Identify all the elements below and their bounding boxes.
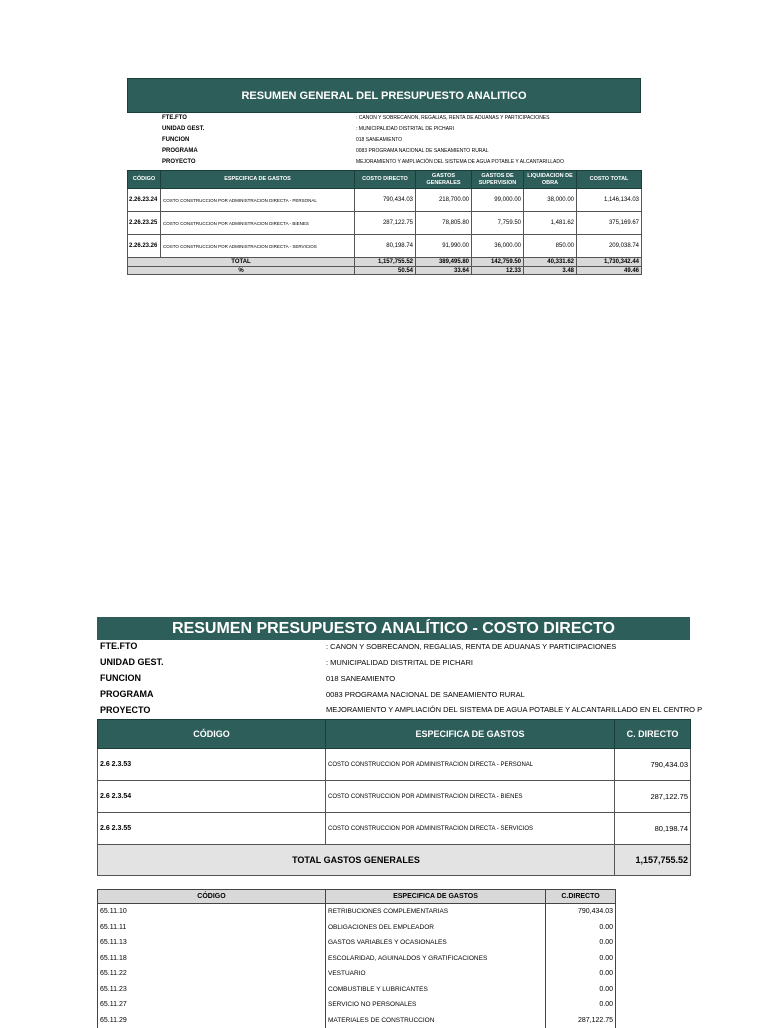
cell-especifica: ESCOLARIDAD, AGUINALDOS Y GRATIFICACIONES	[326, 951, 546, 967]
meta-label-fte: FTE.FTO	[162, 115, 187, 121]
cell-costo-directo: 790,434.03	[355, 189, 416, 212]
meta-value-unidad: : MUNICIPALIDAD DISTRITAL DE PICHARI	[356, 126, 454, 132]
cell-c-directo: 0.00	[546, 997, 616, 1013]
table-header-row	[128, 171, 642, 189]
table-row	[98, 997, 616, 1013]
meta-value-unidad: : MUNICIPALIDAD DISTRITAL DE PICHARI	[326, 658, 473, 667]
percent-gastos-supervision: 12.33	[472, 267, 524, 275]
cell-c-directo: 0.00	[546, 951, 616, 967]
cell-especifica: OBLIGACIONES DEL EMPLEADOR	[326, 920, 546, 936]
meta-value-programa: 0083 PROGRAMA NACIONAL DE SANEAMIENTO RURAL	[326, 690, 525, 699]
cell-codigo: 2.6 2.3.55	[98, 813, 326, 845]
table-header-row	[98, 720, 691, 749]
cell-codigo: 2.6 2.3.53	[98, 749, 326, 781]
header-liquidacion: LIQUIDACION DE OBRA	[524, 171, 577, 189]
header-gastos-generales: GASTOS GENERALES	[416, 171, 472, 189]
table-row	[98, 781, 691, 813]
detail-table	[97, 889, 616, 1028]
meta-value-fte: : CANON Y SOBRECANON, REGALIAS, RENTA DE ADUANAS Y PARTICIPACIONES	[326, 642, 616, 651]
total-row	[98, 845, 691, 876]
cell-codigo: 65.11.27	[98, 997, 326, 1013]
cell-especifica: COSTO CONSTRUCCION POR ADMINISTRACION DIRECTA - PERSONAL	[161, 189, 355, 212]
meta-value-fte: : CANON Y SOBRECANON, REGALIAS, RENTA DE ADUANAS Y PARTICIPACIONES	[356, 115, 549, 121]
cell-especifica: COSTO CONSTRUCCION POR ADMINISTRACION DIRECTA - SERVICIOS	[161, 235, 355, 258]
total-costo-directo: 1,157,755.52	[355, 258, 416, 267]
header-especifica: ESPECIFICA DE GASTOS	[326, 890, 546, 904]
meta-label-proyecto: PROYECTO	[100, 705, 150, 715]
header-codigo: CÓDIGO	[128, 171, 161, 189]
total-gastos-generales: 389,495.80	[416, 258, 472, 267]
meta-label-proyecto: PROYECTO	[162, 159, 196, 165]
cell-c-directo: 0.00	[546, 920, 616, 936]
cell-especifica: COMBUSTIBLE Y LUBRICANTES	[326, 982, 546, 998]
cell-especifica: COSTO CONSTRUCCION POR ADMINISTRACION DIRECTA - BIENES	[326, 781, 615, 813]
cell-gastos-supervision: 99,000.00	[472, 189, 524, 212]
table-row	[98, 920, 616, 936]
total-value: 1,157,755.52	[615, 845, 691, 876]
table-row	[98, 951, 616, 967]
cell-codigo: 2.6 2.3.54	[98, 781, 326, 813]
cell-codigo: 65.11.23	[98, 982, 326, 998]
cell-costo-total: 209,038.74	[577, 235, 642, 258]
total-label: TOTAL	[128, 258, 355, 267]
cell-codigo: 65.11.11	[98, 920, 326, 936]
table-row	[98, 1013, 616, 1028]
cell-c-directo: 790,434.03	[546, 904, 616, 920]
table-row	[98, 904, 616, 920]
header-codigo: CÓDIGO	[98, 890, 326, 904]
cell-c-directo: 80,198.74	[615, 813, 691, 845]
percent-label: %	[128, 267, 355, 275]
cell-c-directo: 287,122.75	[615, 781, 691, 813]
cell-especifica: GASTOS VARIABLES Y OCASIONALES	[326, 935, 546, 951]
total-row	[128, 258, 642, 267]
cell-costo-total: 1,146,134.03	[577, 189, 642, 212]
cell-c-directo: 0.00	[546, 982, 616, 998]
percent-costo-total: 49.46	[577, 267, 642, 275]
header-c-directo: C.DIRECTO	[546, 890, 616, 904]
meta-value-programa: 0083 PROGRAMA NACIONAL DE SANEAMIENTO RURAL	[356, 148, 489, 154]
cell-codigo: 2.26.23.24	[128, 189, 161, 212]
direct-cost-title: RESUMEN PRESUPUESTO ANALÍTICO - COSTO DIRECTO	[97, 617, 690, 640]
meta-value-funcion: 018 SANEAMIENTO	[356, 137, 402, 143]
table-row	[98, 966, 616, 982]
percent-row	[128, 267, 642, 275]
cell-costo-total: 375,169.67	[577, 212, 642, 235]
total-costo-total: 1,730,342.44	[577, 258, 642, 267]
table-row	[98, 813, 691, 845]
cell-costo-directo: 287,122.75	[355, 212, 416, 235]
percent-gastos-generales: 33.64	[416, 267, 472, 275]
header-costo-total: COSTO TOTAL	[577, 171, 642, 189]
cell-especifica: SERVICIO NO PERSONALES	[326, 997, 546, 1013]
cell-codigo: 65.11.18	[98, 951, 326, 967]
cell-gastos-generales: 91,990.00	[416, 235, 472, 258]
header-especifica: ESPECIFICA DE GASTOS	[326, 720, 615, 749]
cell-codigo: 2.26.23.25	[128, 212, 161, 235]
meta-label-fte: FTE.FTO	[100, 641, 137, 651]
meta-label-programa: PROGRAMA	[100, 689, 154, 699]
cell-codigo: 2.26.23.26	[128, 235, 161, 258]
table-row	[128, 235, 642, 258]
meta-value-funcion: 018 SANEAMIENTO	[326, 674, 395, 683]
cell-c-directo: 790,434.03	[615, 749, 691, 781]
cell-gastos-generales: 78,805.80	[416, 212, 472, 235]
cell-c-directo: 287,122.75	[546, 1013, 616, 1028]
meta-value-proyecto: MEJORAMIENTO Y AMPLIACIÓN DEL SISTEMA DE AGUA POTABLE Y ALCANTARILLADO	[356, 159, 564, 165]
total-liquidacion: 40,331.62	[524, 258, 577, 267]
cell-especifica: VESTUARIO	[326, 966, 546, 982]
cell-gastos-supervision: 36,000.00	[472, 235, 524, 258]
meta-label-unidad: UNIDAD GEST.	[162, 126, 204, 132]
meta-label-funcion: FUNCION	[162, 137, 189, 143]
table-row	[128, 212, 642, 235]
cell-costo-directo: 80,198.74	[355, 235, 416, 258]
table-header-row	[98, 890, 616, 904]
cell-codigo: 65.11.13	[98, 935, 326, 951]
cell-especifica: COSTO CONSTRUCCION POR ADMINISTRACION DIRECTA - PERSONAL	[326, 749, 615, 781]
table-row	[98, 749, 691, 781]
header-costo-directo: COSTO DIRECTO	[355, 171, 416, 189]
cell-codigo: 65.11.29	[98, 1013, 326, 1028]
cell-codigo: 65.11.22	[98, 966, 326, 982]
direct-cost-table	[97, 719, 691, 876]
total-label: TOTAL GASTOS GENERALES	[98, 845, 615, 876]
table-row	[98, 935, 616, 951]
total-gastos-supervision: 142,759.50	[472, 258, 524, 267]
table-row	[128, 189, 642, 212]
cell-c-directo: 0.00	[546, 935, 616, 951]
header-especifica: ESPECIFICA DE GASTOS	[161, 171, 355, 189]
cell-liquidacion: 1,481.62	[524, 212, 577, 235]
cell-liquidacion: 38,000.00	[524, 189, 577, 212]
cell-c-directo: 0.00	[546, 966, 616, 982]
summary-table	[127, 170, 642, 275]
percent-costo-directo: 50.54	[355, 267, 416, 275]
cell-gastos-generales: 218,700.00	[416, 189, 472, 212]
cell-especifica: MATERIALES DE CONSTRUCCION	[326, 1013, 546, 1028]
summary-title: RESUMEN GENERAL DEL PRESUPUESTO ANALITICO	[127, 78, 641, 113]
table-row	[98, 982, 616, 998]
meta-label-funcion: FUNCION	[100, 673, 141, 683]
header-c-directo: C. DIRECTO	[615, 720, 691, 749]
cell-especifica: COSTO CONSTRUCCION POR ADMINISTRACION DIRECTA - SERVICIOS	[326, 813, 615, 845]
meta-label-programa: PROGRAMA	[162, 148, 198, 154]
percent-liquidacion: 3.48	[524, 267, 577, 275]
header-gastos-supervision: GASTOS DE SUPERVISION	[472, 171, 524, 189]
cell-codigo: 65.11.10	[98, 904, 326, 920]
cell-especifica: COSTO CONSTRUCCION POR ADMINISTRACION DIRECTA - BIENES	[161, 212, 355, 235]
header-codigo: CÓDIGO	[98, 720, 326, 749]
meta-label-unidad: UNIDAD GEST.	[100, 657, 164, 667]
cell-especifica: RETRIBUCIONES COMPLEMENTARIAS	[326, 904, 546, 920]
cell-gastos-supervision: 7,759.50	[472, 212, 524, 235]
meta-value-proyecto: MEJORAMIENTO Y AMPLIACIÓN DEL SISTEMA DE AGUA POTABLE Y ALCANTARILLADO EN EL CENTRO P	[326, 705, 702, 714]
cell-liquidacion: 850.00	[524, 235, 577, 258]
